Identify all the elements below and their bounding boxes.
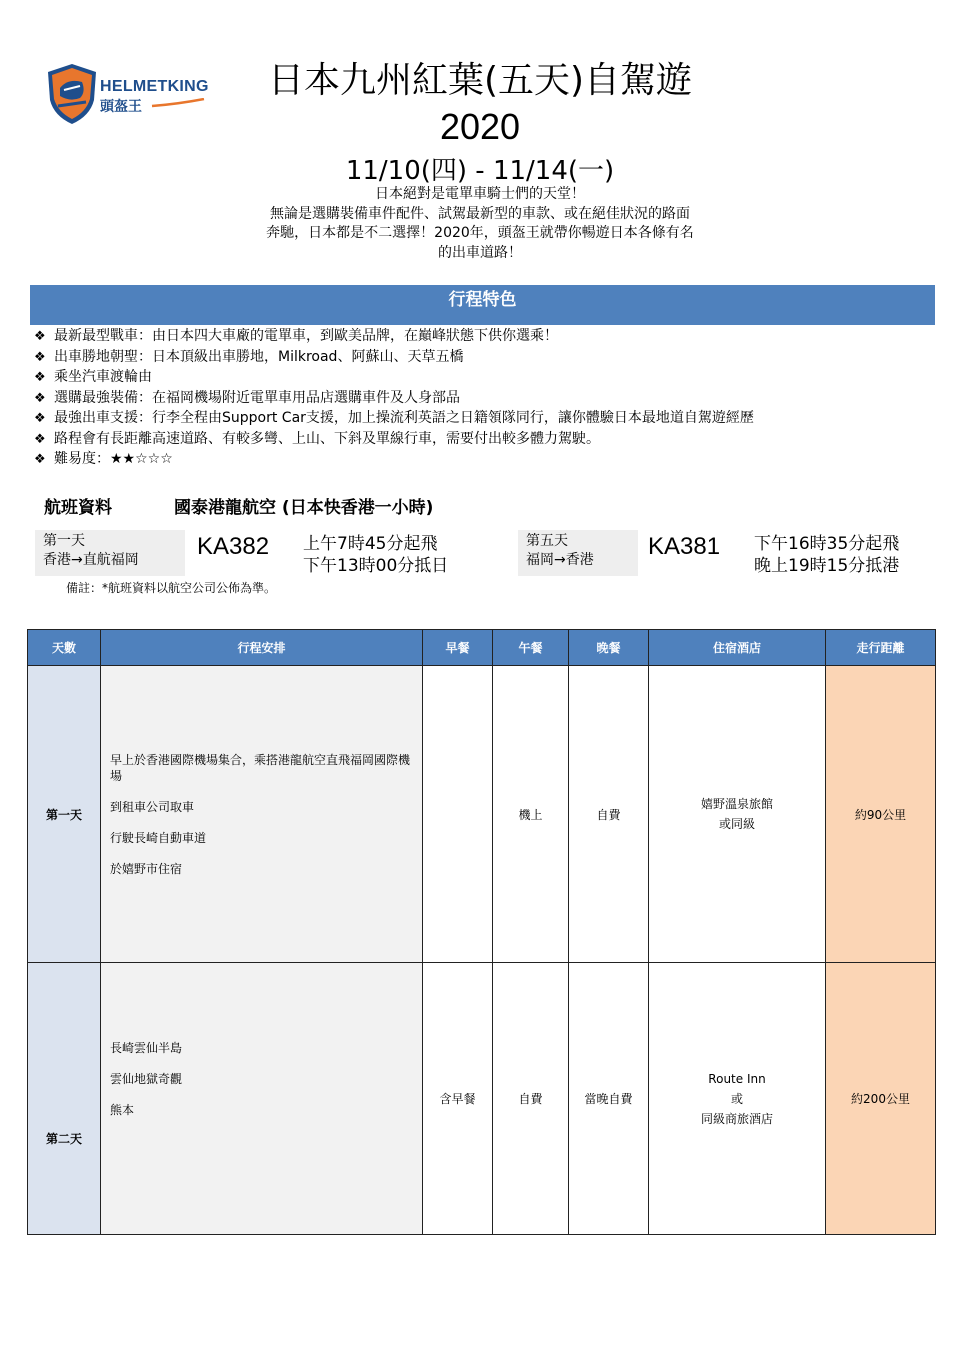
plan-item: 長崎雲仙半島: [110, 1040, 183, 1055]
return-times: [754, 533, 899, 577]
feature-text: 選購最強裝備：在福岡機場附近電單車用品店選購車件及人身部品: [54, 389, 460, 406]
feature-text: 最新最型戰車：由日本四大車廠的電單車，到歐美品牌，在巔峰狀態下供你選乘！: [54, 328, 558, 344]
outbound-depart: 上午7時45分起飛: [303, 534, 438, 554]
lunch-cell: 機上: [493, 666, 569, 963]
diamond-bullet-icon: ❖: [34, 452, 46, 467]
breakfast-cell: 含早餐: [423, 963, 493, 1235]
brand-logo: [46, 62, 216, 132]
feature-text: 乘坐汽車渡輪由: [54, 369, 152, 385]
feature-item: [34, 408, 754, 429]
return-route-box: [518, 530, 638, 576]
outbound-arrive: 下午13時00分抵日: [303, 556, 449, 576]
return-depart: 下午16時35分起飛: [754, 534, 900, 554]
dinner-cell: 當晚自費: [569, 963, 649, 1235]
difficulty-rating: 難易度：★★☆☆☆: [54, 451, 173, 467]
feature-item: [34, 326, 754, 347]
distance-cell: 約90公里: [826, 666, 936, 963]
return-route: 福岡→香港: [526, 552, 594, 568]
diamond-bullet-icon: ❖: [34, 349, 46, 365]
brand-name-zh: 頭盔王: [100, 99, 142, 115]
return-arrive: 晚上19時15分抵港: [754, 556, 900, 576]
trip-dates: 11/10(四) - 11/14(一): [345, 156, 615, 186]
outbound-route-box: [35, 530, 185, 576]
hotel-line: 同級商旅酒店: [700, 1111, 773, 1126]
plan-item: 於嬉野市住宿: [110, 861, 183, 876]
feature-text: 出車勝地朝聖：日本頂級出車勝地，Milkroad、阿蘇山、天草五橋: [54, 348, 464, 365]
hotel-cell: [649, 963, 826, 1235]
return-flight-code: KA381: [648, 533, 721, 560]
hotel-line: Route Inn: [708, 1071, 766, 1086]
feature-text: 最強出車支援：行李全程由Support Car支援，加上操流利英語之日籍領隊同行，讓你體驗日本最地道自駕遊經歷: [54, 410, 754, 426]
diamond-bullet-icon: ❖: [34, 329, 46, 344]
header-breakfast: 早餐: [423, 630, 493, 666]
plan-item: 行駛長崎自動車道: [110, 830, 207, 845]
brand-name-en: HELMETKING: [100, 78, 209, 95]
swoosh-decoration: [150, 98, 206, 108]
diamond-bullet-icon: ❖: [34, 390, 46, 406]
hotel-line: 嬉野溫泉旅館: [700, 797, 773, 811]
feature-item: [34, 388, 754, 409]
intro-line: 日本絕對是電單車騎士們的天堂！: [375, 186, 585, 202]
feature-text: 路程會有長距離高速道路、有較多彎、上山、下斜及單線行車，需要付出較多體力駕駛。: [54, 430, 600, 447]
itinerary-table: [27, 629, 936, 1235]
header-dinner: 晚餐: [569, 630, 649, 666]
hotel-line: 或同級: [718, 817, 755, 831]
table-row: [28, 666, 936, 963]
feature-item: [34, 347, 754, 368]
intro-text: [220, 185, 740, 263]
hotel-line: 或: [730, 1091, 743, 1106]
day-cell: 第一天: [28, 666, 101, 963]
lunch-cell: 自費: [493, 963, 569, 1235]
outbound-day: 第一天: [43, 533, 85, 549]
intro-line: 的出車道路！: [438, 244, 522, 261]
plan-item: 到租車公司取車: [110, 799, 195, 814]
table-row: [28, 963, 936, 1235]
plan-item: 熊本: [110, 1102, 135, 1117]
table-header-row: [28, 630, 936, 666]
intro-line: 奔馳，日本都是不二選擇！2020年，頭盔王就帶你暢遊日本各條有名: [266, 225, 694, 241]
flight-airline: 國泰港龍航空 (日本快香港一小時): [174, 498, 434, 518]
outbound-route: 香港→直航福岡: [43, 552, 139, 568]
diamond-bullet-icon: ❖: [34, 411, 46, 426]
features-list: [34, 326, 754, 470]
flight-heading: 航班資料: [44, 498, 112, 518]
outbound-flight-code: KA382: [197, 533, 270, 560]
plan-item: 雲仙地獄奇觀: [110, 1071, 183, 1086]
page-title-year: 2020: [439, 106, 521, 147]
plan-item: 早上於香港國際機場集合，乘搭港龍航空直飛福岡國際機場: [110, 752, 411, 783]
plan-cell: [101, 666, 423, 963]
header-plan: 行程安排: [101, 630, 423, 666]
feature-item: [34, 429, 754, 450]
feature-item: [34, 449, 754, 470]
return-day: 第五天: [526, 533, 568, 549]
header-distance: 走行距離: [826, 630, 936, 666]
hotel-cell: [649, 666, 826, 963]
breakfast-cell: [423, 666, 493, 963]
header-hotel: 住宿酒店: [649, 630, 826, 666]
plan-cell: [101, 963, 423, 1235]
header-day: 天數: [28, 630, 101, 666]
dinner-cell: 自費: [569, 666, 649, 963]
flight-note: 備註：*航班資料以航空公司公佈為準。: [66, 581, 277, 595]
diamond-bullet-icon: ❖: [34, 370, 46, 385]
diamond-bullet-icon: ❖: [34, 431, 46, 447]
helmet-shield-icon: [46, 62, 98, 126]
outbound-times: [303, 533, 448, 577]
features-heading: 行程特色: [30, 285, 935, 325]
day-cell: 第二天: [28, 963, 101, 1235]
page-title: 日本九州紅葉(五天)自駕遊: [267, 60, 693, 101]
distance-cell: 約200公里: [826, 963, 936, 1235]
feature-item: [34, 367, 754, 388]
intro-line: 無論是選購裝備車件配件、試駕最新型的車款、或在絕佳狀況的路面: [270, 205, 690, 222]
header-lunch: 午餐: [493, 630, 569, 666]
